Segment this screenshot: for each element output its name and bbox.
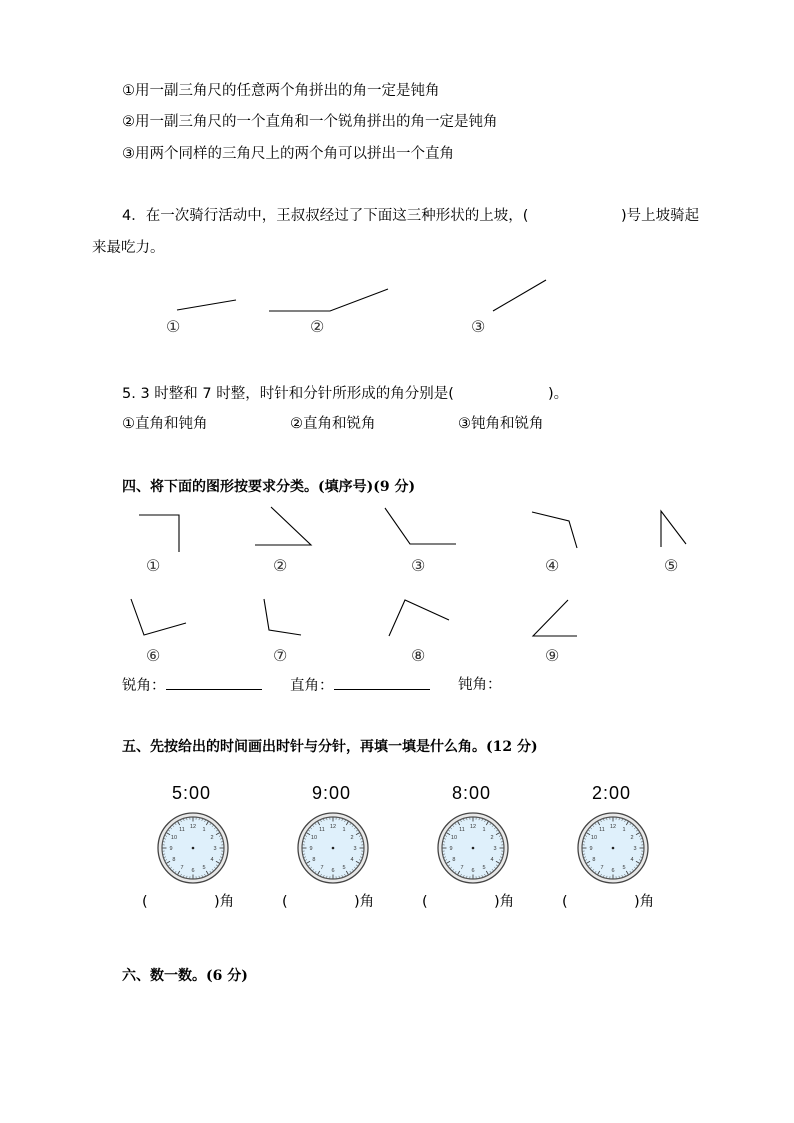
clock-number: 11 — [599, 826, 605, 833]
clock-center-dot — [332, 847, 335, 850]
clock-number: 6 — [331, 868, 335, 874]
clock-face-2[interactable] — [298, 813, 368, 883]
angle-figure-4 — [532, 512, 577, 548]
clock-number: 3 — [493, 846, 497, 852]
clock-number: 1 — [202, 826, 206, 833]
angle-label-8: ⑧ — [411, 648, 426, 665]
clock-number: 12 — [469, 824, 477, 830]
answer-close-4: )角 — [634, 894, 655, 910]
angle-figure-1 — [139, 515, 179, 552]
slope-line-2 — [269, 289, 388, 311]
angle-figure-9 — [533, 600, 577, 636]
clock-number: 12 — [189, 824, 197, 830]
clock-number: 3 — [353, 846, 357, 852]
clock-number: 7 — [600, 865, 604, 872]
answer-open-1: ( — [142, 894, 148, 910]
q5-stem: 5. 3 时整和 7 时整，时针和分针所形成的角分别是( — [122, 386, 454, 402]
clock-number: 11 — [459, 826, 465, 833]
clock-face-3[interactable] — [438, 813, 508, 883]
clock-number: 1 — [622, 826, 626, 833]
clock-number: 6 — [611, 868, 615, 874]
clock-center-dot — [192, 847, 195, 850]
clock-center-dot — [612, 847, 615, 850]
clock-number: 11 — [179, 826, 185, 833]
clock-face-1[interactable] — [158, 813, 228, 883]
clock-center-dot — [472, 847, 475, 850]
clock-number: 10 — [450, 835, 458, 841]
clock-number: 7 — [180, 865, 184, 872]
clock-number: 2 — [630, 835, 634, 841]
clock-number: 8 — [592, 857, 596, 863]
clock-number: 4 — [630, 857, 634, 863]
angle-label-7: ⑦ — [273, 648, 288, 665]
slope-label-2: ② — [310, 319, 325, 336]
clock-number: 5 — [342, 865, 346, 872]
angle-figure-3 — [385, 508, 456, 544]
clock-number: 4 — [350, 857, 354, 863]
q5-option-3: ③钝角和锐角 — [458, 416, 544, 432]
clock-number: 10 — [590, 835, 598, 841]
clock-number: 3 — [213, 846, 217, 852]
clock-number: 9 — [589, 846, 593, 852]
angle-label-5: ⑤ — [664, 558, 679, 575]
clock-number: 4 — [490, 857, 494, 863]
clock-number: 8 — [312, 857, 316, 863]
clock-number: 2 — [210, 835, 214, 841]
clock-time-4: 2:00 — [592, 783, 632, 803]
clock-number: 8 — [452, 857, 456, 863]
clock-number: 6 — [471, 868, 475, 874]
clock-number: 7 — [320, 865, 324, 872]
section4-title: 四、将下面的图形按要求分类。(填序号)(9 分) — [122, 479, 416, 495]
answer-close-3: )角 — [494, 894, 515, 910]
clock-time-2: 9:00 — [312, 783, 352, 803]
clock-number: 1 — [342, 826, 346, 833]
clock-time-3: 8:00 — [452, 783, 492, 803]
angle-label-4: ④ — [545, 558, 560, 575]
clock-face-4[interactable] — [578, 813, 648, 883]
clock-number: 10 — [310, 835, 318, 841]
clock-number: 2 — [490, 835, 494, 841]
angle-label-2: ② — [273, 558, 288, 575]
clock-number: 11 — [319, 826, 325, 833]
q5-stem-end: )。 — [548, 386, 569, 402]
answer-open-4: ( — [562, 894, 568, 910]
clock-number: 1 — [482, 826, 486, 833]
angle-label-9: ⑨ — [545, 648, 560, 665]
clock-number: 9 — [449, 846, 453, 852]
q4-stem-line2: 来最吃力。 — [92, 240, 165, 256]
clock-number: 9 — [309, 846, 313, 852]
angle-figure-6 — [131, 599, 186, 635]
clock-number: 2 — [350, 835, 354, 841]
angle-label-3: ③ — [411, 558, 426, 575]
angle-label-1: ① — [146, 558, 161, 575]
angle-figure-5 — [661, 511, 686, 547]
clock-number: 5 — [482, 865, 486, 872]
clock-number: 10 — [170, 835, 178, 841]
q3-option-3: ③用两个同样的三角尺上的两个角可以拼出一个直角 — [122, 146, 454, 162]
clock-number: 4 — [210, 857, 214, 863]
q4-stem-part1: 4．在一次骑行活动中，王叔叔经过了下面这三种形状的上坡，( — [122, 208, 529, 224]
slope-line-1 — [177, 300, 236, 310]
answer-close-2: )角 — [354, 894, 375, 910]
clock-number: 7 — [460, 865, 464, 872]
answer-open-3: ( — [422, 894, 428, 910]
q3-option-1: ①用一副三角尺的任意两个角拼出的角一定是钝角 — [122, 83, 440, 99]
clock-number: 5 — [622, 865, 626, 872]
clock-number: 5 — [202, 865, 206, 872]
slope-label-1: ① — [166, 319, 181, 336]
obtuse-label: 钝角： — [458, 677, 502, 693]
q5-option-2: ②直角和锐角 — [290, 416, 376, 432]
q4-stem-part2: )号上坡骑起 — [621, 208, 700, 224]
section6-title: 六、数一数。(6 分) — [122, 968, 248, 984]
clock-number: 12 — [609, 824, 617, 830]
section5-title: 五、先按给出的时间画出时针与分针，再填一填是什么角。(12 分) — [122, 739, 538, 755]
right-label: 直角： — [290, 678, 334, 694]
clock-number: 8 — [172, 857, 176, 863]
angle-figure-7 — [264, 599, 301, 635]
answer-open-2: ( — [282, 894, 288, 910]
angle-figure-2 — [255, 507, 311, 545]
slope-label-3: ③ — [471, 319, 486, 336]
q3-option-2: ②用一副三角尺的一个直角和一个锐角拼出的角一定是钝角 — [122, 114, 498, 130]
clock-time-1: 5:00 — [172, 783, 212, 803]
clock-number: 12 — [329, 824, 337, 830]
clock-number: 6 — [191, 868, 195, 874]
angle-label-6: ⑥ — [146, 648, 161, 665]
clock-number: 9 — [169, 846, 173, 852]
answer-close-1: )角 — [214, 894, 235, 910]
q5-option-1: ①直角和钝角 — [122, 416, 208, 432]
acute-label: 锐角： — [122, 678, 166, 694]
slope-line-3 — [493, 280, 546, 311]
angle-figure-8 — [389, 600, 449, 636]
clock-number: 3 — [633, 846, 637, 852]
